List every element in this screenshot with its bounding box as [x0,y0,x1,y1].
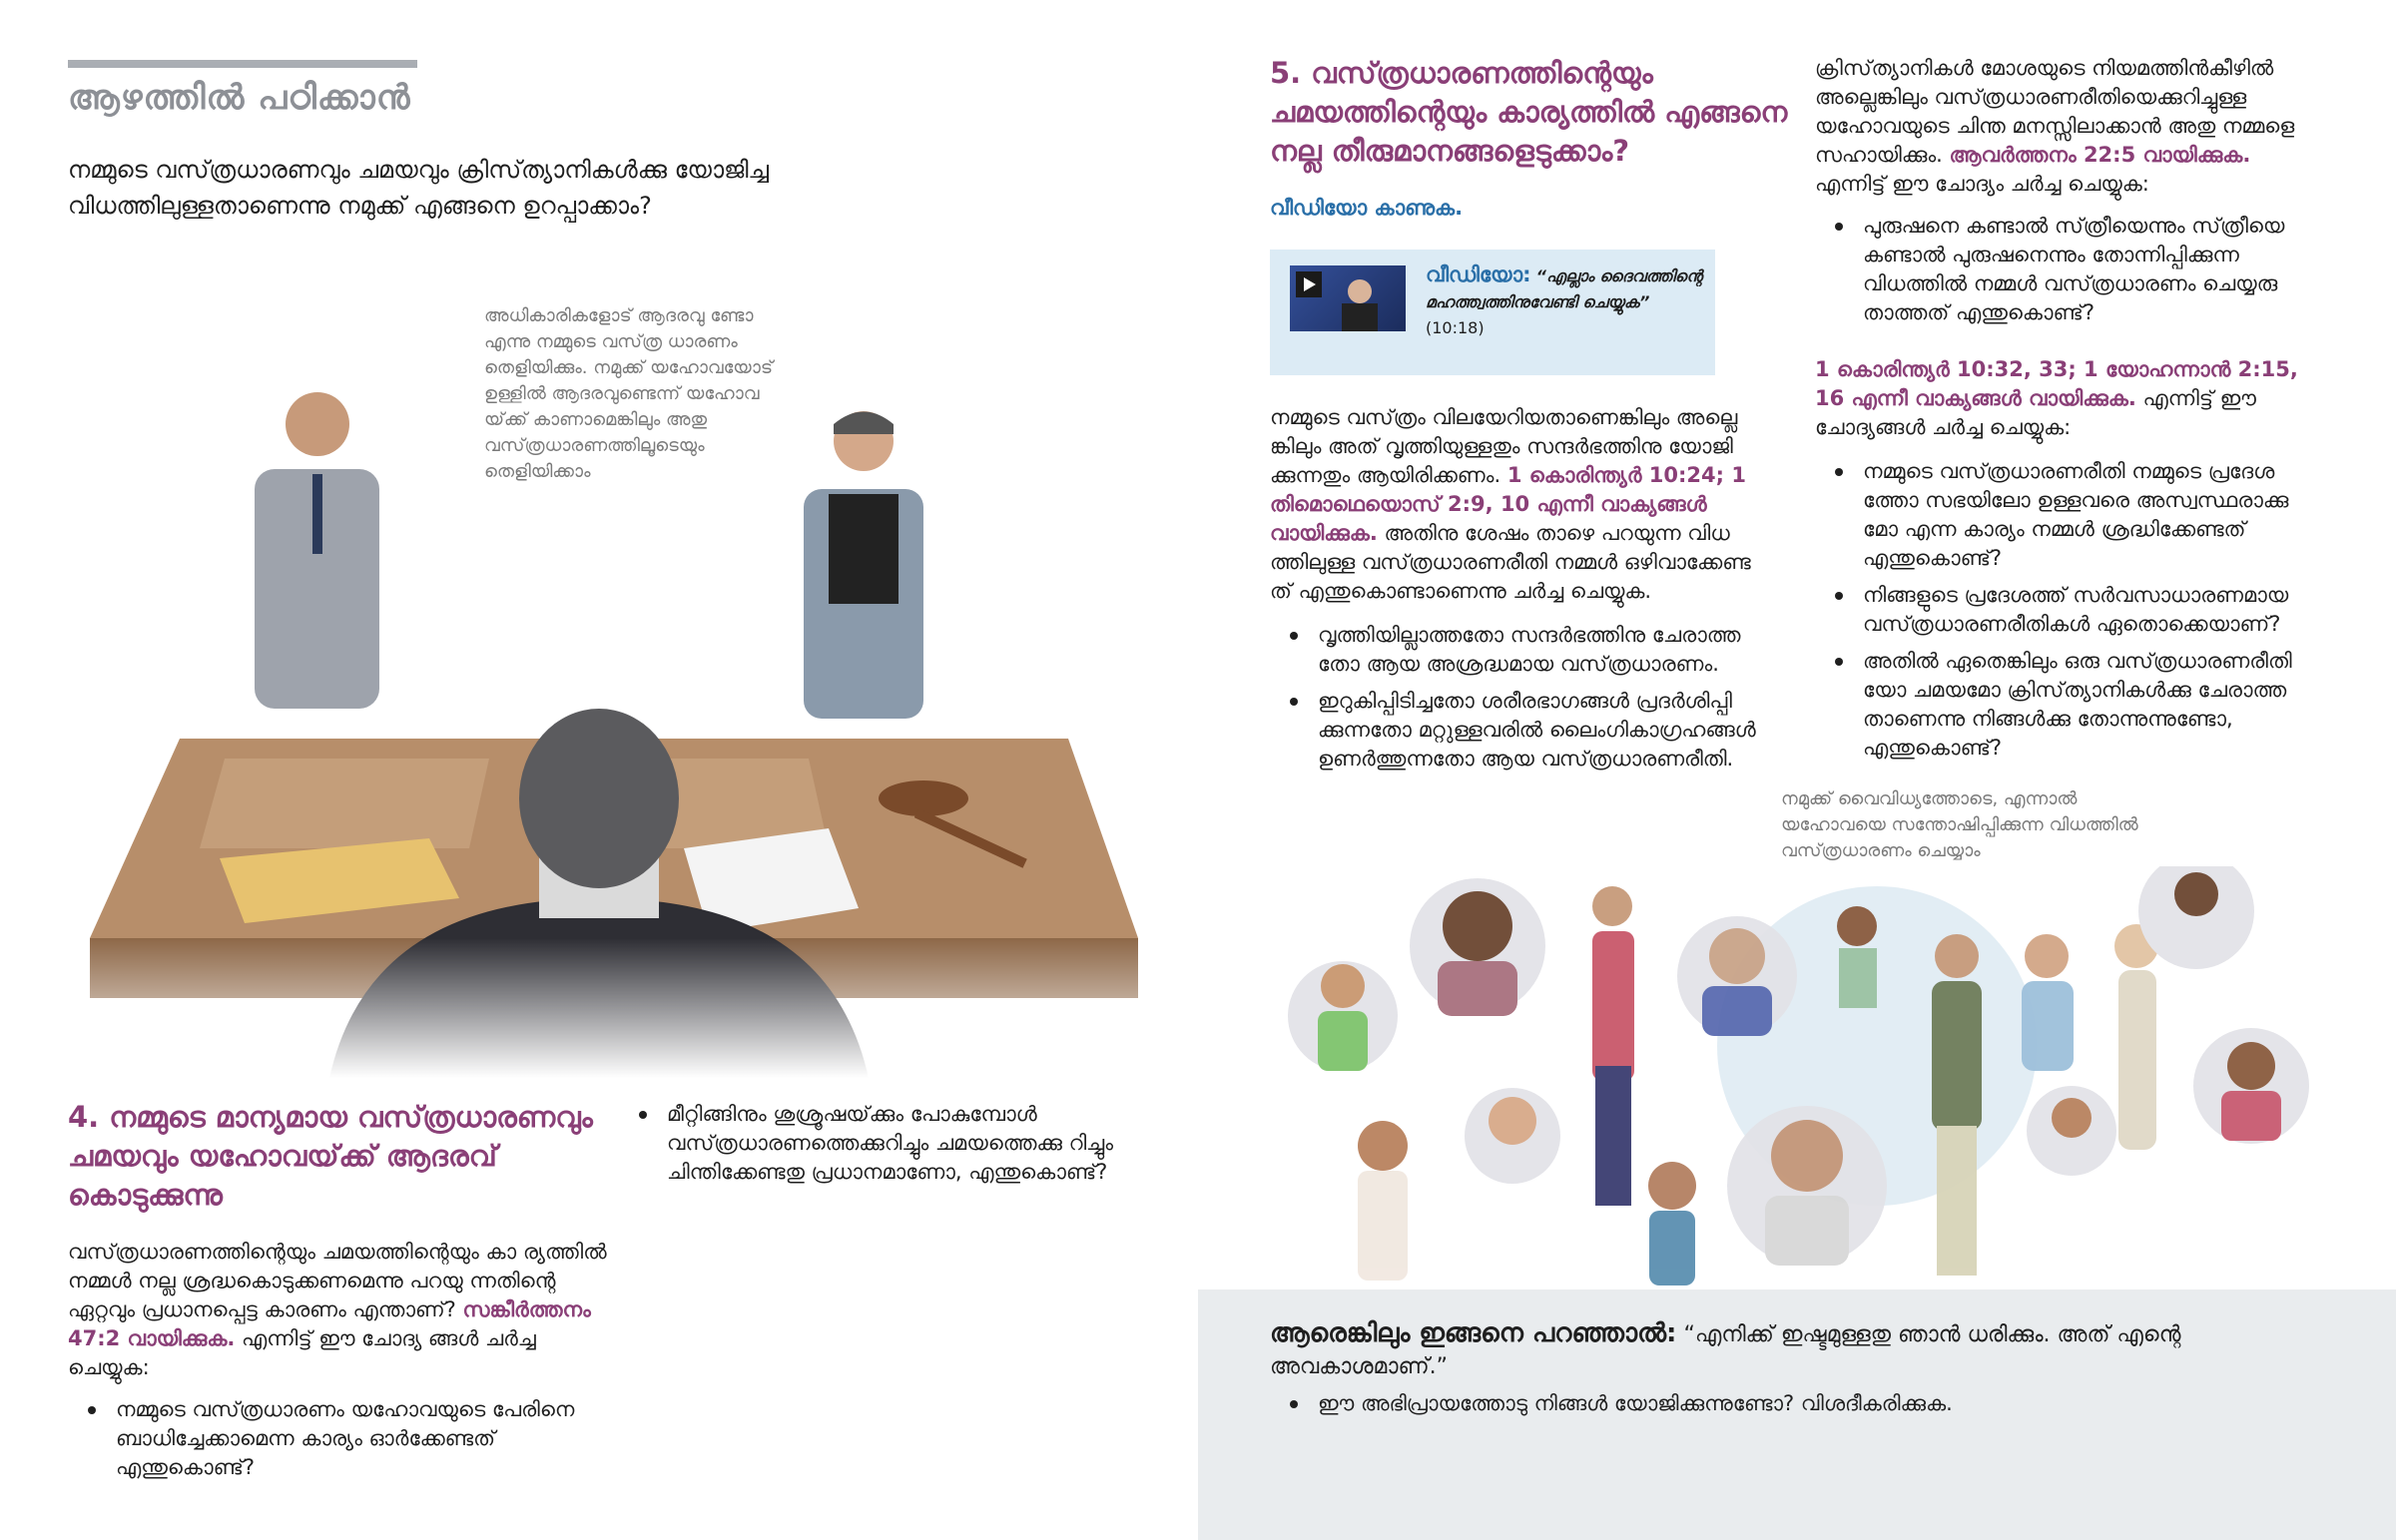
scripture-reference-psalm[interactable]: സങ്കീർത്തനം 47:2 വായിക്കുക. [68,1297,591,1350]
right-column-body [1815,54,2314,199]
if-someone-says-questions [1270,1389,2268,1426]
section-5-title: 5. വസ്‌ത്രധാരണത്തിന്റെയും ചമയത്തിന്റെയും കാര്യത്തിൽ എങ്ങനെ നല്ല തീരുമാനങ്ങളെടുക്കാം? [1270,56,1788,168]
question-item: ഈ അഭിപ്രായത്തോടു നിങ്ങൾ യോജിക്കുന്നുണ്ടോ? വിശദീകരിക്കുക. [1270,1389,2268,1418]
section-4-title: 4. നമ്മുടെ മാന്യമായ വസ്‌ത്രധാരണവും ചമയവും യഹോവയ്‌ക്ക് ആദരവ് കൊടുക്കുന്നു [68,1100,593,1212]
question-item: നിങ്ങളുടെ പ്രദേശത്ത് സർവസാധാരണമായ വസ്‌ത്രധാരണരീതികൾ ഏതൊക്കെയാണ്? [1815,581,2314,639]
scripture-reference-deuteronomy[interactable]: ആവർത്തനം 22:5 വായിക്കുക. [1949,143,2251,167]
if-someone-says-quote: “എനിക്ക് ഇഷ്ടമുള്ളതു ഞാൻ ധരിക്കും. അത് എന്റെ അവകാശമാണ്.” [1270,1322,2181,1379]
right-column-questions-2 [1815,457,2314,770]
video-title [1426,261,1705,341]
section-4-questions [68,1395,587,1490]
list-item: ഇറുകിപ്പിടിച്ചതോ ശരീരഭാഗങ്ങൾ പ്രദർശിപ്പി ക്കുന്നതോ മറ്റുള്ളവരിൽ ലൈംഗികാഗ്രഹങ്ങൾ ഉണർത്തുന്നതോ ആയ വസ്‌ത്രധാരണരീതി. [1270,687,1789,773]
question-item: പുരുഷനെ കണ്ടാൽ സ്‌ത്രീയെന്നും സ്‌ത്രീയെ കണ്ടാൽ പുരുഷനെന്നും തോന്നിപ്പിക്കുന്ന വിധത്തിൽ നമ്മൾ വസ്‌ത്രധാരണം ചെയ്യരു താത്തത് എന്തുകൊണ്ട്? [1815,212,2314,327]
people-caption: നമുക്ക് വൈവിധ്യത്തോടെ, എന്നാൽ യഹോവയെ സന്തോഷിപ്പിക്കുന്ന വിധത്തിൽ വസ്‌ത്രധാരണം ചെയ്യാം [1781,788,2138,861]
section-4-questions-right [619,1100,1138,1195]
if-someone-says-lead: ആരെങ്കിലും ഇങ്ങനെ പറഞ്ഞാൽ: [1270,1318,1677,1348]
scripture-reference-corinthians-john[interactable]: 1 കൊരിന്ത്യർ 10:32, 33; 1 യോഹന്നാൻ 2:15, 16 എന്നീ വാക്യങ്ങൾ വായിക്കുക. [1815,357,2298,410]
video-label: വീഡിയോ: [1426,262,1531,286]
diverse-people-illustration [1278,866,2326,1285]
scripture-reference-corinthians-timothy[interactable]: 1 കൊരിന്ത്യർ 10:24; 1 തിമൊഥെയൊസ്‌ 2:9, 10 എന്നീ വാക്യങ്ങൾ വായിക്കുക. [1270,463,1746,545]
section-header-title: ആഴത്തിൽ പഠിക്കാൻ [68,78,411,118]
intro-question: നമ്മുടെ വസ്‌ത്രധാരണവും ചമയവും ക്രിസ്‌ത്യാനികൾക്കു യോജിച്ച വിധത്തിലുള്ളതാണെന്നു നമുക്ക് എങ്ങനെ ഉറപ്പാക്കാം? [68,156,770,220]
section-5-list [1270,621,1789,781]
right-column-questions-1 [1815,212,2314,335]
right-column-ref2-post: എന്നിട്ട് ഈ ചോദ്യങ്ങൾ ചർച്ച ചെയ്യുക: [1815,386,2256,439]
right-column-reference-2 [1815,355,2314,442]
question-item: മീറ്റിങ്ങിനും ശുശ്രൂഷയ്‌ക്കും പോകുമ്പോൾ വസ്‌ത്രധാരണത്തെക്കുറിച്ചും ചമയത്തെക്കു റിച്ചും ചിന്തിക്കേണ്ടതു പ്രധാനമാണോ, എന്തുകൊണ്ട്? [619,1100,1138,1187]
play-icon [1290,265,1406,331]
section-4-body-text-post: എന്നിട്ട് ഈ ചോദ്യ ങ്ങൾ ചർച്ച ചെയ്യുക: [68,1326,536,1379]
section-5-body-text-post: അതിനു ശേഷം താഴെ പറയുന്ന വിധ ത്തിലുള്ള വസ്‌ത്രധാരണരീതി നമ്മൾ ഒഴിവാക്കേണ്ട ത് എന്തുകൊണ്ടാണെന്നു ചർച്ച ചെയ്യുക. [1270,521,1751,603]
video-thumbnail[interactable] [1290,265,1406,331]
video-title-text: “എല്ലാം ദൈവത്തിന്റെ മഹത്ത്വത്തിനുവേണ്ടി ചെയ്യുക” [1426,266,1703,311]
question-item: അതിൽ ഏതെങ്കിലും ഒരു വസ്‌ത്രധാരണരീതി യോ ചമയമോ ക്രിസ്‌ത്യാനികൾക്കു ചേരാത്ത താണെന്നു നിങ്ങൾക്കു തോന്നുന്നുണ്ടോ, എന്തുകൊണ്ട്? [1815,647,2314,763]
section-5-body-text: നമ്മുടെ വസ്‌ത്രം വിലയേറിയതാണെങ്കിലും അല്ലെ ങ്കിലും അത് വൃത്തിയുള്ളതും സന്ദർഭത്തിനു യോജി ക്കുന്നതും ആയിരിക്കണം. [1270,405,1738,487]
watch-video-link[interactable]: വീഡിയോ കാണുക. [1270,196,1464,220]
question-item: നമ്മുടെ വസ്‌ത്രധാരണം യഹോവയുടെ പേരിനെ ബാധിച്ചേക്കാമെന്ന കാര്യം ഓർക്കേണ്ടത് എന്തുകൊണ്ട്? [68,1395,587,1482]
right-column-body-text-post: എന്നിട്ട് ഈ ചോദ്യം ചർച്ച ചെയ്യുക: [1815,172,2149,196]
video-card[interactable] [1270,250,1715,375]
if-someone-says-line [1270,1317,2268,1383]
section-4-body-text: വസ്‌ത്രധാരണത്തിന്റെയും ചമയത്തിന്റെയും കാ ര്യത്തിൽ നമ്മൾ നല്ല ശ്രദ്ധകൊടുക്കണമെന്നു പറയു ന്നതിന്റെ ഏറ്റവും പ്രധാനപ്പെട്ട കാരണം എന്താണ്? [68,1240,607,1321]
courtroom-caption: അധികാരികളോട് ആദരവു ണ്ടോ എന്നു നമ്മുടെ വസ്‌ത്ര ധാരണം തെളിയിക്കും. നമുക്ക് യഹോവയോട് ഉള്ളിൽ ആദരവുണ്ടെന്ന് യഹോവ യ്‌ക്ക് കാണാമെങ്കിലും അതു വസ്‌ത്രധാരണത്തിലൂടെയും തെളിയിക്കാം [484,305,774,482]
section-4-body [68,1238,607,1382]
section-header-rule [68,60,417,68]
question-item: നമ്മുടെ വസ്‌ത്രധാരണരീതി നമ്മുടെ പ്രദേശ ത്തോ സഭയിലോ ഉള്ളവരെ അസ്വസ്ഥരാക്കു മോ എന്ന കാര്യം നമ്മൾ ശ്രദ്ധിക്കേണ്ടത് എന്തുകൊണ്ട്? [1815,457,2314,573]
list-item: വൃത്തിയില്ലാത്തതോ സന്ദർഭത്തിനു ചേരാത്ത തോ ആയ അശ്രദ്ധമായ വസ്‌ത്രധാരണം. [1270,621,1789,679]
if-someone-says-box [1198,1289,2396,1540]
right-column-body-text: ക്രിസ്‌ത്യാനികൾ മോശയുടെ നിയമത്തിൻകീഴിൽ അല്ലെങ്കിലും വസ്‌ത്രധാരണരീതിയെക്കുറിച്ചുള്ള യഹോവയുടെ ചിന്ത മനസ്സിലാക്കാൻ അതു നമ്മളെ സഹായിക്കും. [1815,56,2295,167]
video-duration: (10:18) [1426,318,1485,337]
section-5-body [1270,403,1779,606]
